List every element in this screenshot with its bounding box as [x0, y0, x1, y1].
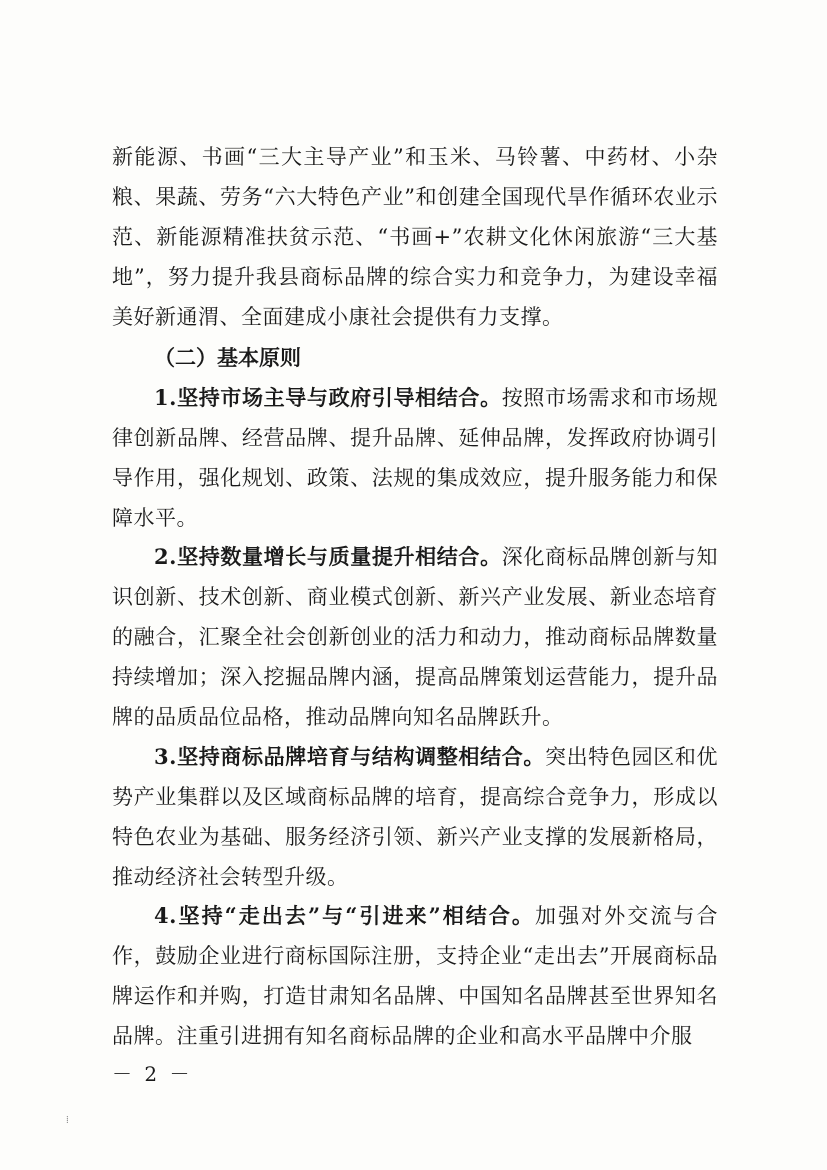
- principle-1-text: 按照市场需求和市场规律创新品牌、经营品牌、提升品牌、延伸品牌，发挥政府协调引导作用，强化规划、政策、法规的集成效应，提升服务能力和保障水平。: [112, 386, 719, 530]
- principle-4-text: 加强对外交流与合作，鼓励企业进行商标国际注册，支持企业“走出去”开展商标品牌运作和并购，打造甘肃知名品牌、中国知名品牌甚至世界知名品牌。注重引进拥有知名商标品牌的企业和高水平品牌中介服: [112, 904, 718, 1048]
- principle-3-text: 突出特色园区和优势产业集群以及区域商标品牌的培育，提高综合竞争力，形成以特色农业为基础、服务经济引领、新兴产业支撑的发展新格局，推动经济社会转型升级。: [112, 745, 719, 889]
- principle-1-title: 1.坚持市场主导与政府引导相结合。: [154, 385, 502, 410]
- continuation-paragraph: 新能源、书画“三大主导产业”和玉米、马铃薯、中药材、小杂粮、果蔬、劳务“六大特色产业”和创建全国现代旱作循环农业示范、新能源精准扶贫示范、“书画+”农耕文化休闲旅游“三大基地”，努力提升我县商标品牌的综合实力和竞争力，为建设幸福美好新通渭、全面建成小康社会提供有力支撑。: [112, 145, 718, 329]
- section-heading: （二）基本原则: [154, 345, 301, 370]
- page-number: － 2 －: [112, 1062, 193, 1086]
- principle-2-paragraph: [112, 537, 718, 737]
- scan-speck: ⁞: [66, 1115, 69, 1126]
- principle-3-title: 3.坚持商标品牌培育与结构调整相结合。: [154, 744, 545, 769]
- principle-2-title: 2.坚持数量增长与质量提升相结合。: [154, 544, 502, 569]
- principle-4-paragraph: [112, 896, 718, 1056]
- principle-4-title: 4.坚持“走出去”与“引进来”相结合。: [154, 903, 535, 928]
- principle-3-paragraph: [112, 737, 718, 897]
- principle-1-paragraph: [112, 378, 718, 538]
- principle-2-text: 深化商标品牌创新与知识创新、技术创新、商业模式创新、新兴产业发展、新业态培育的融合，汇聚全社会创新创业的活力和动力，推动商标品牌数量持续增加；深入挖掘品牌内涵，提高品牌策划运营能力，提升品牌的品质品位品格，推动品牌向知名品牌跃升。: [112, 545, 719, 729]
